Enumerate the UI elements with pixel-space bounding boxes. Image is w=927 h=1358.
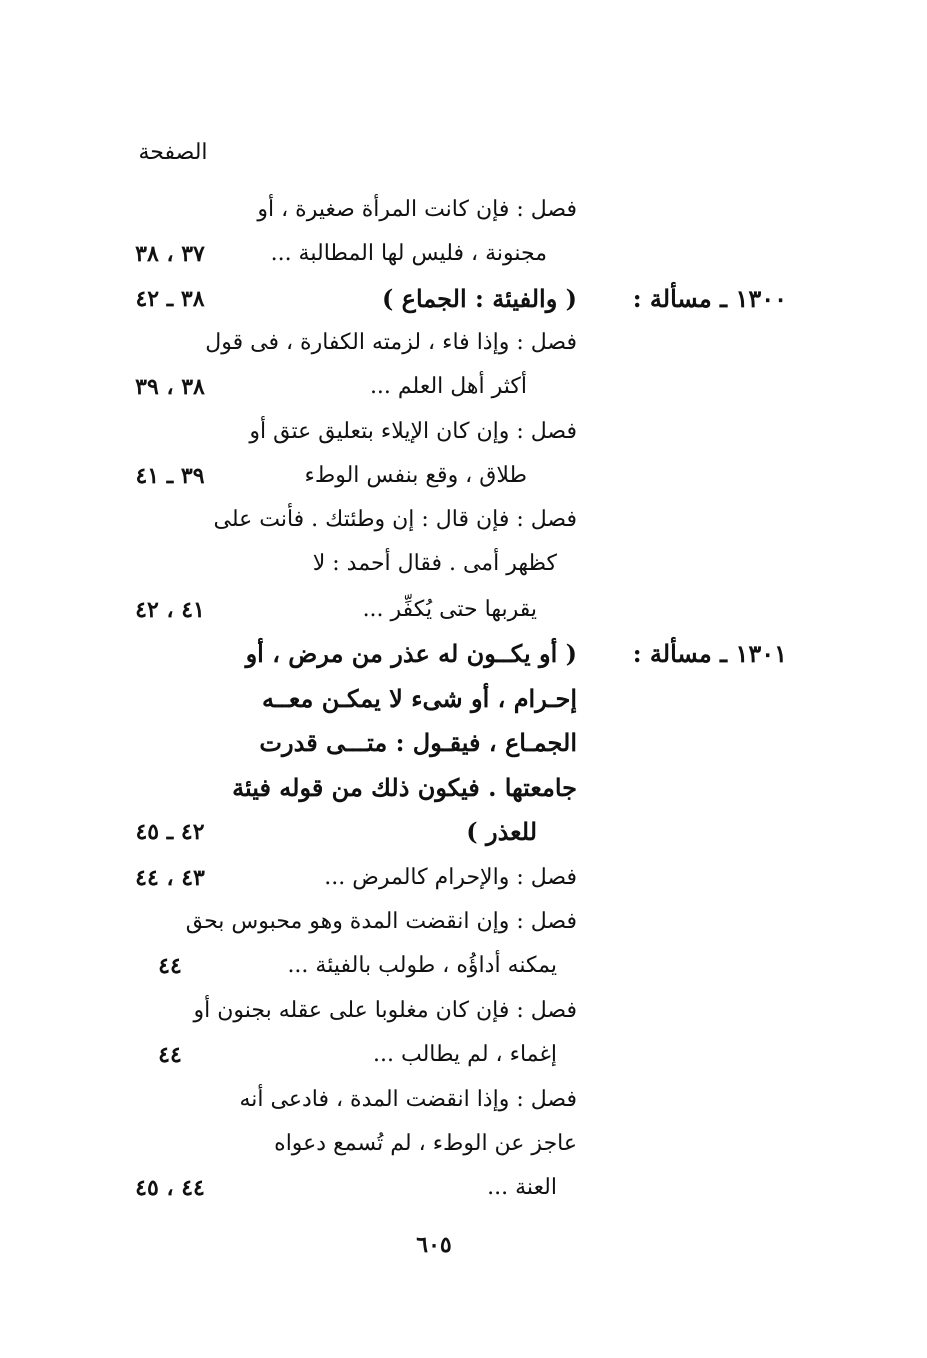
index-entry [0, 721, 927, 765]
index-entry [0, 944, 927, 988]
entry-pages: ٤٣ ، ٤٤ [135, 865, 205, 891]
index-entry [0, 365, 927, 409]
index-entry [0, 1033, 927, 1077]
entry-text: للعذر ) [466, 817, 537, 846]
entry-pages: ٣٨ ـ ٤٢ [135, 286, 205, 312]
issue-number: ١٣٠٠ ـ مسألة : [632, 284, 787, 313]
entry-pages: ٤٤ ، ٤٥ [135, 1175, 205, 1201]
index-entry [0, 588, 927, 632]
entry-text: فصل : وإذا فاء ، لزمته الكفارة ، فى قول [205, 330, 577, 355]
entry-text: ( والفيئة : الجماع ) [381, 284, 577, 313]
entry-pages: ٤٢ ـ ٤٥ [135, 819, 205, 845]
index-entry [0, 277, 927, 321]
index-entry [0, 542, 927, 586]
entry-text: فصل : وإذا انقضت المدة ، فادعى أنه [239, 1087, 577, 1112]
entry-text: إحـرام ، أو شىء لا يمكـن معــه [262, 684, 577, 713]
index-entry [0, 856, 927, 900]
index-entry [0, 810, 927, 854]
index-entry [0, 766, 927, 810]
index-entry [0, 454, 927, 498]
entry-text: فصل : فإن قال : إن وطئتك . فأنت على [213, 507, 577, 532]
entry-text: فصل : والإحرام كالمرض ... [324, 865, 577, 890]
entry-text: إغماء ، لم يطالب ... [373, 1042, 557, 1067]
index-entry [0, 232, 927, 276]
entry-pages: ٤٤ [158, 1042, 182, 1068]
index-entry [0, 1078, 927, 1122]
entry-text: فصل : فإن كانت المرأة صغيرة ، أو [257, 197, 577, 222]
entry-text: فصل : وإن كان الإيلاء بتعليق عتق أو [249, 419, 577, 444]
entry-text: العنة ... [487, 1175, 557, 1200]
index-entry [0, 321, 927, 365]
index-entry [0, 677, 927, 721]
index-entry [0, 410, 927, 454]
index-entry [0, 1166, 927, 1210]
page-column-header: الصفحة [138, 140, 208, 165]
entry-text: فصل : فإن كان مغلوبا على عقله بجنون أو [193, 998, 577, 1023]
entry-text: يمكنه أداؤُه ، طولب بالفيئة ... [287, 953, 557, 978]
entry-text: أكثر أهل العلم ... [369, 374, 527, 399]
entry-text: فصل : وإن انقضت المدة وهو محبوس بحق [185, 909, 577, 934]
index-entry [0, 188, 927, 232]
index-entry [0, 632, 927, 676]
entry-text: طلاق ، وقع بنفس الوطء [304, 463, 527, 488]
entry-text: جامعتها . فيكون ذلك من قوله فيئة [232, 773, 577, 802]
entry-text: كظهر أمى . فقال أحمد : لا [312, 551, 557, 576]
entry-pages: ٣٩ ـ ٤١ [135, 463, 205, 489]
index-entry [0, 989, 927, 1033]
entry-pages: ٤٤ [158, 953, 182, 979]
entry-pages: ٤١ ، ٤٢ [135, 597, 205, 623]
entry-text: ( أو يكــون له عذر من مرض ، أو [245, 639, 577, 668]
entry-text: يقربها حتى يُكفِّر ... [362, 597, 537, 622]
entry-pages: ٣٧ ، ٣٨ [135, 241, 205, 267]
index-entry [0, 1122, 927, 1166]
index-entry [0, 900, 927, 944]
issue-number: ١٣٠١ ـ مسألة : [632, 639, 787, 668]
page-number: ٦٠٥ [416, 1232, 452, 1258]
entry-text: مجنونة ، فليس لها المطالبة ... [270, 241, 547, 266]
entry-text: الجمـاع ، فيقـول : متـــى قدرت [259, 728, 577, 757]
index-entry [0, 498, 927, 542]
entry-pages: ٣٨ ، ٣٩ [135, 374, 205, 400]
entry-text: عاجز عن الوطء ، لم تُسمع دعواه [274, 1131, 577, 1156]
